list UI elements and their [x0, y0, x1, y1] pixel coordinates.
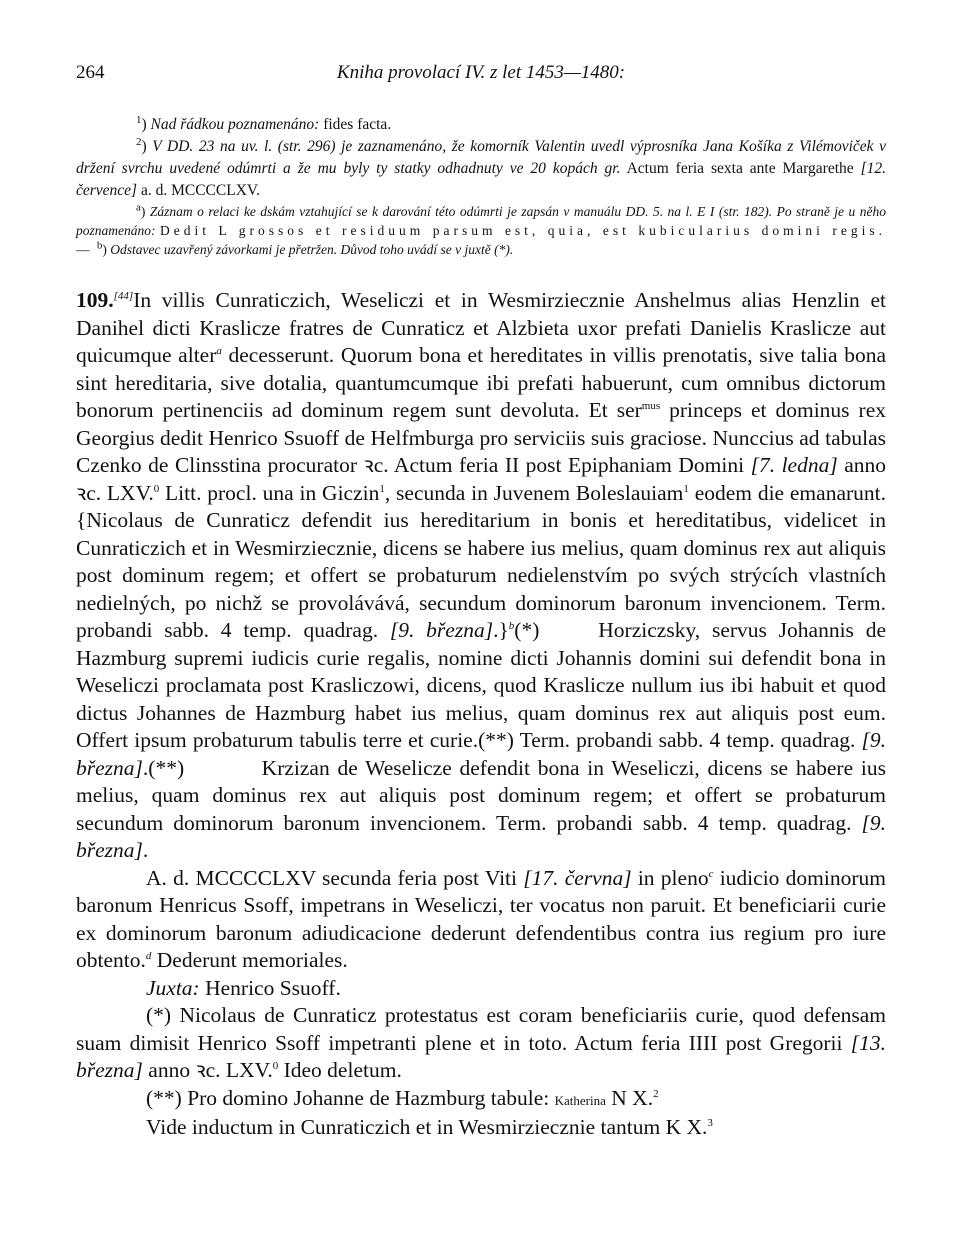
- text-run: (*) Nicolaus de Cunraticz protestatus est coram beneficiariis curie, quod defensam suam dimisit Henrico Ssoff impetranti plene et in toto. Actum feria IIII post Gregorii: [76, 1003, 886, 1055]
- footnote-text: a. d. MCCCCLXV.: [140, 182, 260, 199]
- text-run: In villis Cunraticzich, Weseliczi et in Wesmirziecznie Anshelmus alias Henzlin et Danihel dicti Kraslicze fratres de Cunraticz et Alzbieta uxor prefati Danielis Kraslicze aut quicumque alter: [76, 288, 886, 367]
- footnote-italic: Odstavec uzavřený závorkami je přetržen. Důvod toho uvádí se v juxtě (*).: [110, 242, 514, 257]
- entry-109: [76, 287, 940, 1142]
- date-gloss: [9. března]: [76, 728, 886, 780]
- text-run: iudicio dominorum baronum Henricus Ssoff, impetrans in Weseliczi, ter vocatus non paruit. Et beneficiarii curie ex dominorum baronum adiudicacione dederunt defendentibus contra ius regium pro iure obtento.: [76, 865, 886, 972]
- text-run: Litt. procl. una in Giczin: [159, 480, 380, 505]
- footnote-italic: Nad řádkou poznamenáno:: [150, 116, 320, 133]
- text-run: in pleno: [631, 865, 709, 890]
- entry-number: 109.: [76, 288, 114, 312]
- original-reference: [44]: [113, 289, 134, 302]
- date-gloss: [17. června]: [523, 865, 632, 890]
- note-mark: b: [508, 619, 515, 632]
- entry-paragraph: [76, 1085, 886, 1115]
- footnote-text: fides facta.: [323, 116, 392, 133]
- text-run: .(**) Krzizan de Weselicze defendit bona in Weseliczi, dicens se habere ius melius, quam dominus rex aut aliquis post dominum regem; et offert se probaturum secundum dominorum baronum invencionem. Term. probandi sabb. 4 temp. quadrag.: [76, 755, 892, 835]
- document-page: [76, 62, 940, 1142]
- date-gloss: [9. března]: [76, 810, 886, 862]
- footnote-date: [12. července]: [76, 160, 887, 199]
- page-number: 264: [76, 62, 105, 83]
- footnote-mark: a: [136, 201, 141, 214]
- footnote-mark: b: [96, 239, 103, 252]
- footnotes: [76, 114, 886, 259]
- footnote-2: $^2$) V DD. 23 na uv. l. (str. 296) je zaznamenáno, že komorník Valentin uvedl výprosníka Jana Košíka z Vilémoviček v držení svrchu uvedené odúmrti a že mu byly ty statky odhadnuty ve 20 kopách gr. Actum feria sexta ante Margarethe [12. července] a. d. MCCCCLXV.: [76, 135, 887, 199]
- juxta-label: Juxta:: [146, 975, 200, 1000]
- text-run: N X.: [605, 1085, 654, 1110]
- abbrev-mark: mus: [641, 399, 661, 412]
- footnote-a: $^a$) Záznam o relaci ke dskám vztahující se k darování této odúmrti je zapsán v manuálu DD. 5. na l. E I (str. 182). Po straně je u něho poznamenáno: Dedit L grossos et residuum parsum est, quia, est kubicularius domini regis.— $^b$) Odstavec uzavřený závorkami je přetržen. Důvod toho uvádí se v juxtě (*).: [76, 201, 887, 257]
- small-caps-name: Katherina: [554, 1092, 606, 1108]
- date-gloss: [7. ledna]: [750, 453, 838, 477]
- note-mark: 0: [153, 482, 160, 495]
- page-header: [76, 62, 886, 92]
- entry-paragraph: [76, 287, 940, 865]
- footnote-1: $^1$) Nad řádkou poznamenáno: fides facta.: [136, 113, 392, 133]
- text-run: Vide inductum in Cunraticzich et in Wesmirziecznie tantum K X.: [146, 1115, 708, 1139]
- text-run: (*) Horziczsky, servus Johannis de Hazmburg supremi iudicis curie regalis, nomine dicti Johannis domini sui defendit bona in Weseliczi proclamata post Krasliczowi, dicens, quod Kraslicze nullum ius ibi habuit et quod dictus Johannes de Hazmburg habet ius melius, quam dominus rex aut aliquis post eum. Offert ipsum probaturum tabulis terre et curie.(**) Term. probandi sabb. 4 temp. quadrag.: [76, 618, 892, 752]
- note-mark: d: [145, 949, 152, 962]
- text-run: eodem die emanarunt. {Nicolaus de Cunraticz defendit ius hereditarium in bonis et hereditatibus, videlicet in Cunraticzich et in Wesmirziecznie, dicens se habere ius melius, quam dominus rex aut aliquis post dominum regem; et offert se probaturum nedielenstvím po svých strýcích vlastních nedielných, po nichž se provolávává, secundum dominorum baronum invencionem. Term. probandi sabb. 4 temp. quadrag.: [76, 480, 940, 642]
- note-mark: 1: [379, 482, 385, 495]
- text-run: decesserunt. Quorum bona et hereditates in villis prenotatis, sive talia bona sint hereditaria, sive dotalia, quantumcumque ibi prefati habuerunt, cum omnibus dictorum bonorum pertinenciis ad dominum regem sunt devoluta. Et ser: [76, 343, 886, 422]
- footnote-italic: V DD. 23 na uv. l. (str. 296) je zaznamenáno, že komorník Valentin uvedl výprosníka Jana Košíka z Vilémoviček v držení svrchu uvedené odúmrti a že mu byly ty statky odhadnuty ve 20 kopách gr.: [76, 138, 886, 177]
- text-run: , secunda in Juvenem Boleslauiam: [384, 480, 684, 505]
- entry-paragraph: [76, 1114, 886, 1142]
- text-run: Henrico Ssuoff.: [199, 975, 341, 1000]
- text-run: .}: [493, 618, 509, 642]
- note-mark: 2: [653, 1087, 659, 1100]
- note-mark: a: [216, 344, 222, 357]
- note-mark: 3: [707, 1116, 713, 1129]
- footnote-text: Actum feria sexta ante Margarethe: [626, 160, 854, 177]
- text-run: Ideo deletum.: [278, 1058, 402, 1082]
- footnote-mark: 1: [136, 113, 142, 126]
- footnote-mark: 2: [136, 135, 142, 148]
- note-mark: 1: [683, 482, 689, 495]
- date-gloss: [9. března]: [389, 618, 494, 642]
- juxta-line: [76, 975, 886, 1003]
- date-gloss: [13. března]: [76, 1030, 886, 1082]
- entry-paragraph: [76, 865, 886, 975]
- note-mark: c: [708, 867, 714, 880]
- footnote-spaced-text: Dedit L grossos et residuum parsum est, quia, est kubicularius domini regis.—: [76, 223, 887, 257]
- running-title: Kniha provolací IV. z let 1453—1480:: [336, 62, 626, 83]
- note-mark: 0: [272, 1059, 279, 1072]
- text-run: princeps et dominus rex Georgius dedit Henrico Ssuoff de Helfmburga pro serviciis suis graciose. Nunccius ad tabulas Czenko de Clinsstina procurator ꝛc. Actum feria II post Epiphaniam Domini: [76, 398, 886, 477]
- text-run: anno ꝛc. LXV.: [142, 1058, 273, 1082]
- entry-paragraph: [76, 1002, 886, 1085]
- text-run: .: [142, 838, 149, 862]
- text-run: anno ꝛc. LXV.: [76, 453, 886, 505]
- footnote-italic: Záznam o relaci ke dskám vztahující se k darování této odúmrti je zapsán v manuálu DD. 5. na l. E I (str. 182). Po straně je u něho poznamenáno:: [76, 204, 886, 238]
- text-run: (**) Pro domino Johanne de Hazmburg tabule:: [146, 1085, 555, 1110]
- text-run: Dederunt memoriales.: [151, 948, 348, 972]
- text-run: A. d. MCCCCLXV secunda feria post Viti: [146, 865, 524, 890]
